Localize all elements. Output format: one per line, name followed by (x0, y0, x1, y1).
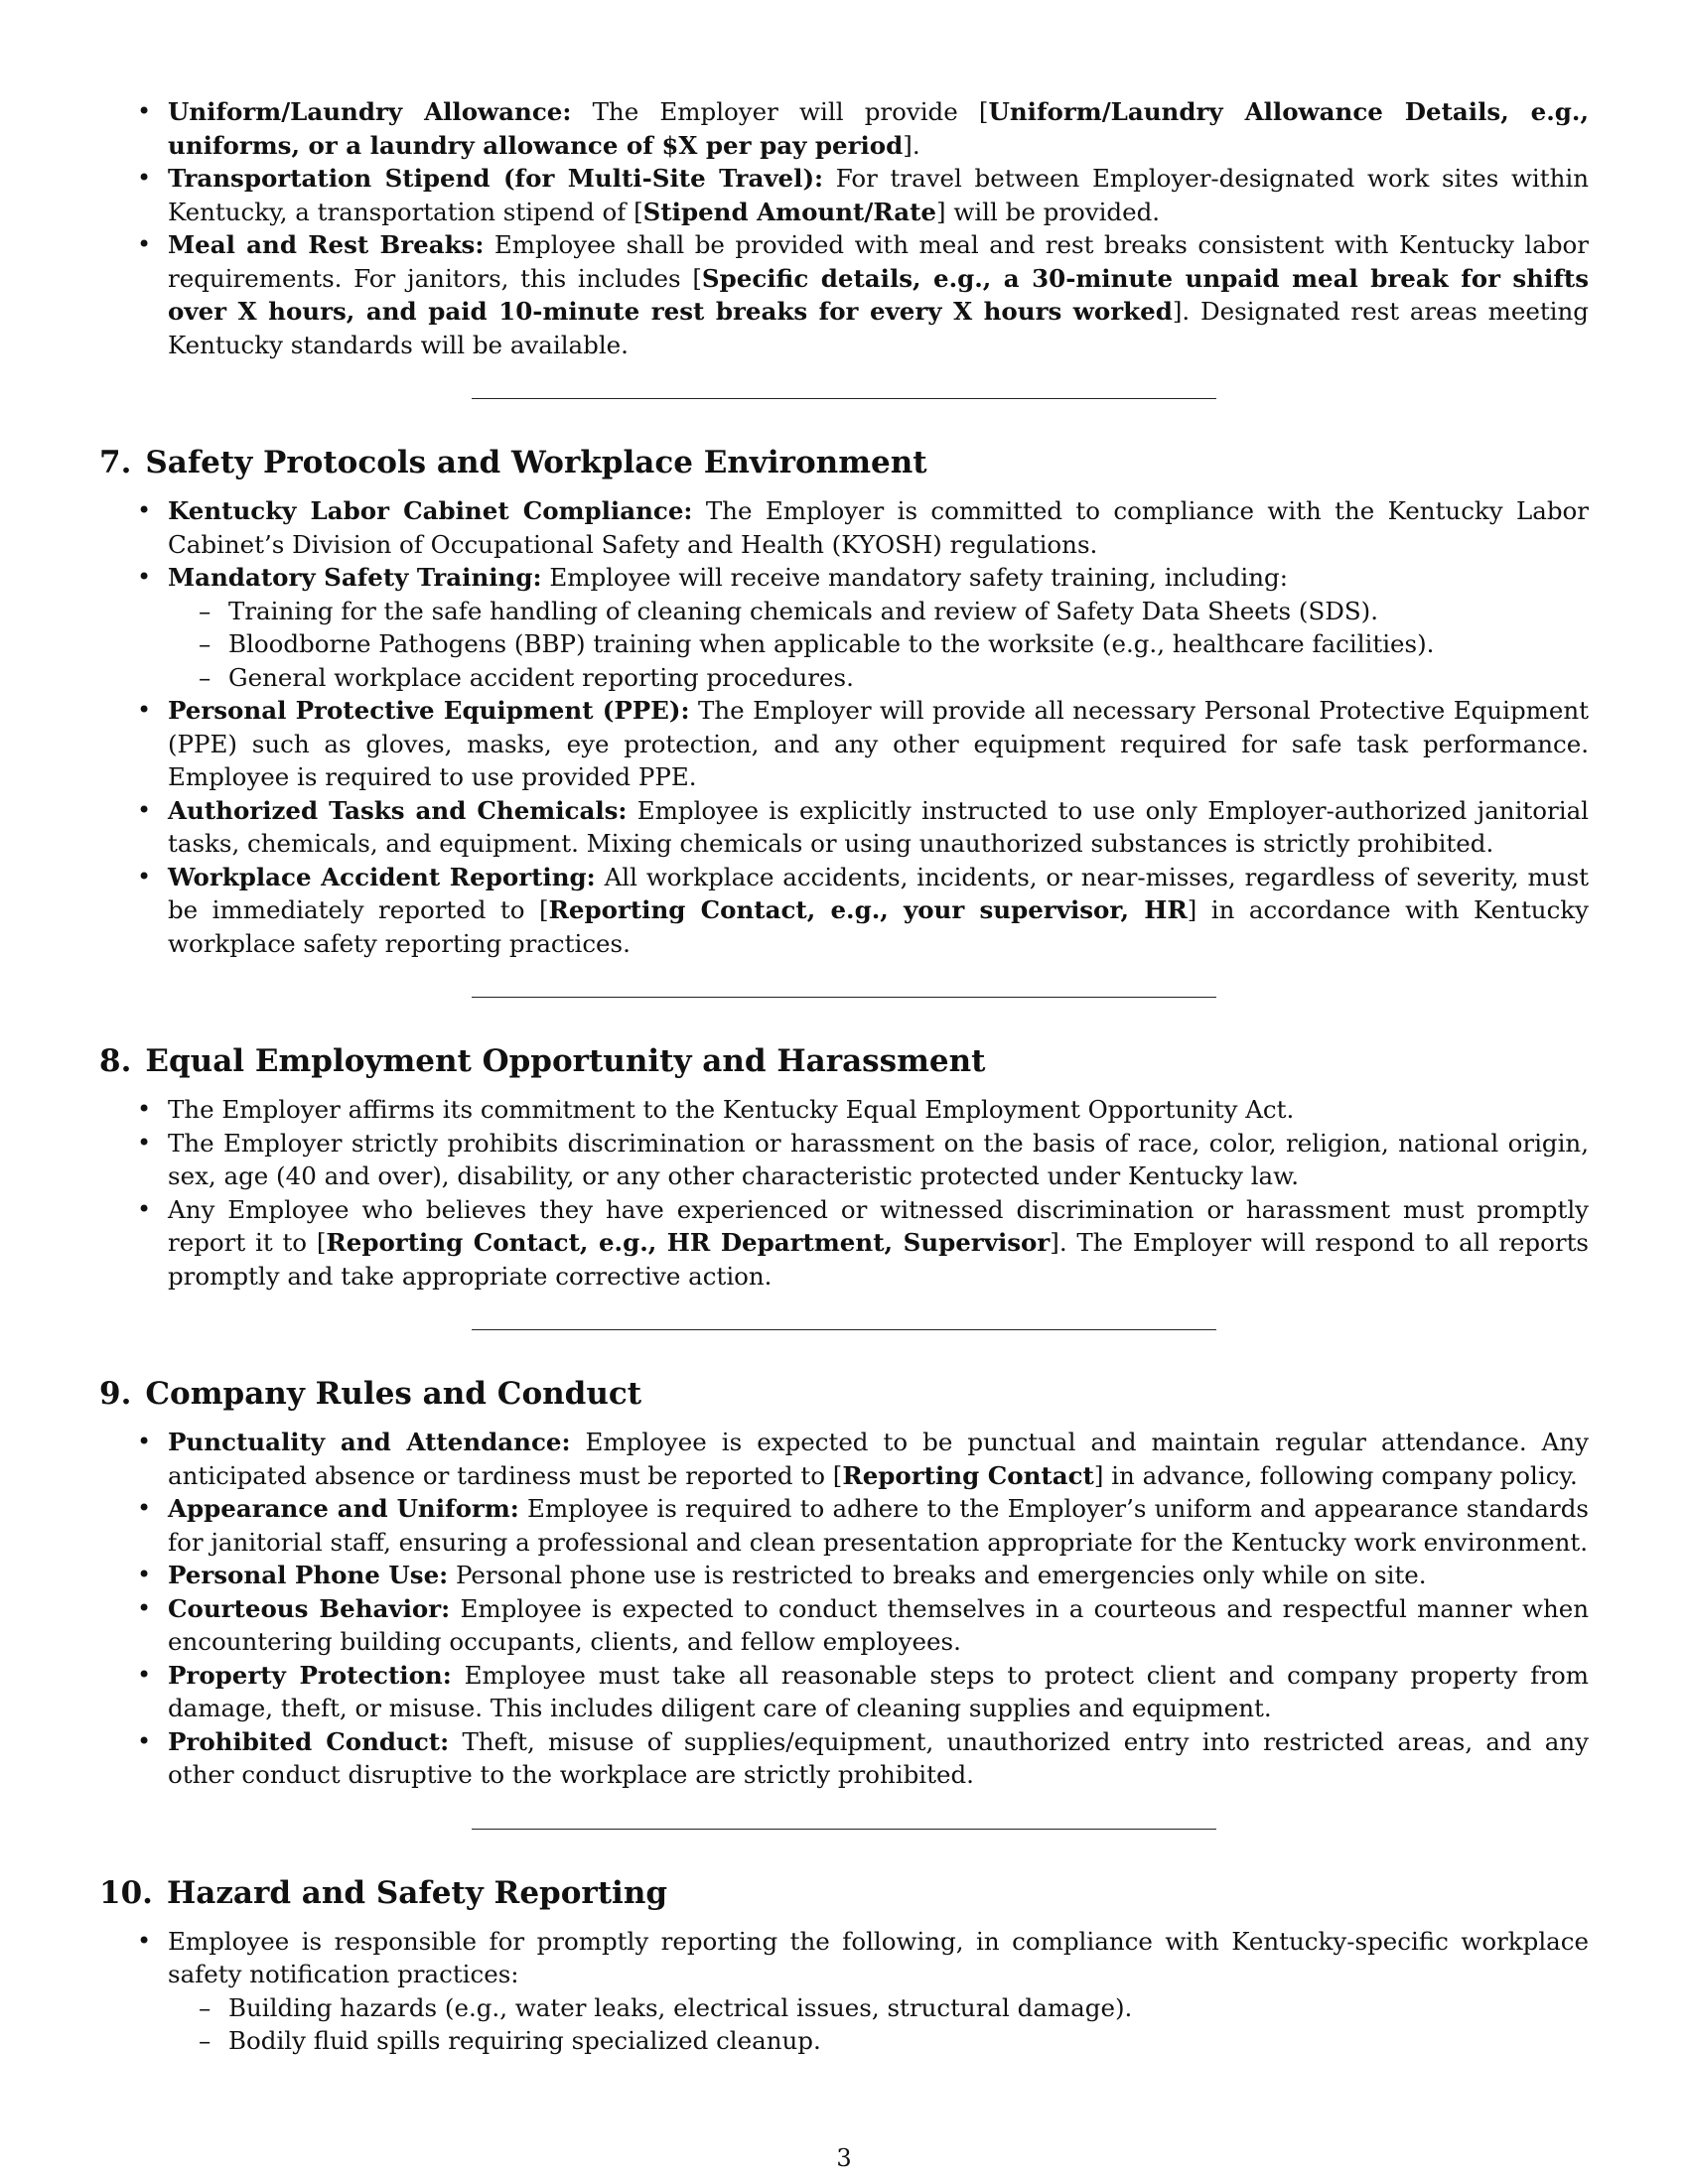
item-text: Any Employee who believes they have experienced or witnessed discrimination or harassment must promptly report it to [ (168, 1194, 1589, 1257)
item-text: The Employer will provide all necessary Personal Protective Equipment (PPE) such as gloves, masks, eye protection, and any other equipment required for safe task performance. Employee is required to use provided PPE. (168, 696, 1589, 791)
list-item-prohibited-conduct (99, 1725, 1589, 1792)
section-10-list (99, 1925, 1589, 2058)
item-text-end: ]. Designated rest areas meeting Kentucky standards will be available. (168, 297, 1589, 359)
sublist-item: – Bodily fluid spills requiring specialized cleanup. (168, 2024, 1589, 2058)
item-text-end: ]. (903, 130, 920, 160)
list-item-punctuality (99, 1426, 1589, 1492)
list-item-authorized-tasks (99, 794, 1589, 861)
item-label: Personal Phone Use: (168, 1561, 449, 1589)
item-text: Employee shall be provided with meal and rest breaks consistent with Kentucky labor requirements. For janitors, this includes [ (168, 230, 1589, 293)
item-label: Property Protection: (168, 1660, 452, 1690)
list-item-safety-training (99, 561, 1589, 694)
item-text: All workplace accidents, incidents, or near-misses, regardless of severity, must be immediately reported to [ (168, 862, 1589, 924)
item-text: Employee is expected to be punctual and maintain regular attendance. Any anticipated absence or tardiness must be reported to [ (168, 1428, 1589, 1490)
item-text: Theft, misuse of supplies/equipment, unauthorized entry into restricted areas, and any other conduct disruptive to the workplace are strictly prohibited. (168, 1726, 1590, 1789)
section-number: 8. (99, 1043, 132, 1079)
section-heading-10 (99, 1873, 1589, 1913)
section-title: Equal Employment Opportunity and Harassment (145, 1043, 986, 1079)
item-label: Kentucky Labor Cabinet Compliance: (168, 496, 693, 525)
item-label: Personal Protective Equipment (PPE): (168, 696, 690, 725)
item-label: Courteous Behavior: (168, 1593, 451, 1623)
list-item-courteous-behavior (99, 1592, 1589, 1659)
list-item-property-protection (99, 1659, 1589, 1725)
item-text: Employee is responsible for promptly reporting the following, in compliance with Kentucky-specific workplace safety notification practices: (168, 1926, 1589, 1988)
section-heading-9 (99, 1374, 1589, 1414)
section-divider (472, 398, 1216, 399)
item-label: Mandatory Safety Training: (168, 563, 542, 592)
list-item: • The Employer strictly prohibits discrimination or harassment on the basis of race, color, religion, national origin, sex, age (40 and over), disability, or any other characteristic protected under Kentucky law. (99, 1127, 1589, 1193)
item-placeholder: Specific details, e.g., a 30-minute unpaid meal break for shifts over X hours, and paid 10-minute rest breaks for every X hours worked (168, 263, 1589, 326)
section-7-list (99, 494, 1589, 960)
item-text: The Employer will provide [ (571, 97, 989, 126)
item-text-end: ] in advance, following company policy. (1093, 1460, 1578, 1490)
item-label: Meal and Rest Breaks: (168, 230, 485, 259)
item-placeholder: Stipend Amount/Rate (642, 197, 937, 226)
item-placeholder: Uniform/Laundry Allowance Details, e.g., uniforms, or a laundry allowance of $X per pay period (168, 97, 1589, 160)
item-label: Authorized Tasks and Chemicals: (168, 795, 628, 825)
section-number: 7. (99, 445, 132, 480)
section-title: Safety Protocols and Workplace Environment (145, 445, 927, 480)
item-placeholder: Reporting Contact (842, 1460, 1094, 1490)
section-number: 10. (99, 1874, 153, 1911)
document-body (99, 95, 1589, 2058)
list-item-hazard-reporting (99, 1925, 1589, 2058)
list-item-ppe (99, 694, 1589, 794)
item-text: Personal phone use is restricted to breaks and emergencies only while on site. (448, 1561, 1427, 1589)
item-placeholder: Reporting Contact, e.g., HR Department, Supervisor (326, 1228, 1051, 1257)
sublist-item: – General workplace accident reporting procedures. (168, 661, 1589, 695)
item-label: Transportation Stipend (for Multi-Site Travel): (168, 164, 824, 193)
list-item: • The Employer affirms its commitment to the Kentucky Equal Employment Opportunity Act. (99, 1093, 1589, 1127)
section-divider (472, 1329, 1216, 1330)
list-item-uniform-allowance (99, 95, 1589, 162)
item-label: Workplace Accident Reporting: (168, 862, 596, 891)
section-8-list (99, 1093, 1589, 1293)
list-item-appearance (99, 1492, 1589, 1559)
section-heading-7 (99, 443, 1589, 482)
item-text: For travel between Employer-designated work sites within Kentucky, a transportation stipend of [ (168, 164, 1589, 226)
section-9-list (99, 1426, 1589, 1792)
section-number: 9. (99, 1376, 132, 1412)
benefits-list (99, 95, 1589, 361)
list-item-kyosh-compliance (99, 494, 1589, 561)
list-item-accident-reporting (99, 861, 1589, 961)
section-divider (472, 1829, 1216, 1830)
section-divider (472, 997, 1216, 998)
item-text: Employee must take all reasonable steps to protect client and company property from damage, theft, or misuse. This includes diligent care of cleaning supplies and equipment. (168, 1660, 1590, 1722)
item-label: Prohibited Conduct: (168, 1726, 450, 1756)
item-text-end: ] will be provided. (936, 197, 1161, 226)
item-text-end: ] in accordance with Kentucky workplace safety reporting practices. (168, 895, 1589, 958)
item-text: Employee is explicitly instructed to use only Employer-authorized janitorial tasks, chemicals, and equipment. Mixing chemicals or using unauthorized substances is strictly prohibited. (168, 795, 1590, 858)
section-title: Company Rules and Conduct (145, 1376, 642, 1412)
list-item-transportation-stipend (99, 162, 1589, 228)
item-label: Punctuality and Attendance: (168, 1428, 571, 1456)
section-heading-8 (99, 1041, 1589, 1081)
list-item (99, 1193, 1589, 1294)
hazard-sublist (168, 1991, 1589, 2058)
item-text: The Employer is committed to compliance with the Kentucky Labor Cabinet’s Division of Occupational Safety and Health (KYOSH) regulations. (168, 496, 1589, 559)
item-label: Appearance and Uniform: (168, 1494, 519, 1523)
list-item-phone-use (99, 1559, 1589, 1592)
section-title: Hazard and Safety Reporting (166, 1874, 668, 1911)
sublist-item: – Training for the safe handling of cleaning chemicals and review of Safety Data Sheets (SDS). (168, 595, 1589, 628)
sublist-item: – Bloodborne Pathogens (BBP) training when applicable to the worksite (e.g., healthcare facilities). (168, 627, 1589, 661)
item-text: Employee will receive mandatory safety training, including: (541, 563, 1288, 592)
page-number: 3 (836, 2144, 852, 2172)
sublist-item: – Building hazards (e.g., water leaks, electrical issues, structural damage). (168, 1991, 1589, 2025)
list-item-meal-rest-breaks (99, 228, 1589, 361)
item-placeholder: Reporting Contact, e.g., your supervisor, HR (548, 895, 1188, 924)
item-text-end: ]. The Employer will respond to all reports promptly and take appropriate corrective action. (168, 1228, 1589, 1291)
item-text: Employee is expected to conduct themselves in a courteous and respectful manner when encountering building occupants, clients, and fellow employees. (168, 1593, 1589, 1656)
item-label: Uniform/Laundry Allowance: (168, 97, 572, 126)
safety-training-sublist (168, 595, 1589, 695)
item-text: Employee is required to adhere to the Employer’s uniform and appearance standards for janitorial staff, ensuring a professional and clean presentation appropriate for the Kentucky work environment. (168, 1494, 1589, 1557)
